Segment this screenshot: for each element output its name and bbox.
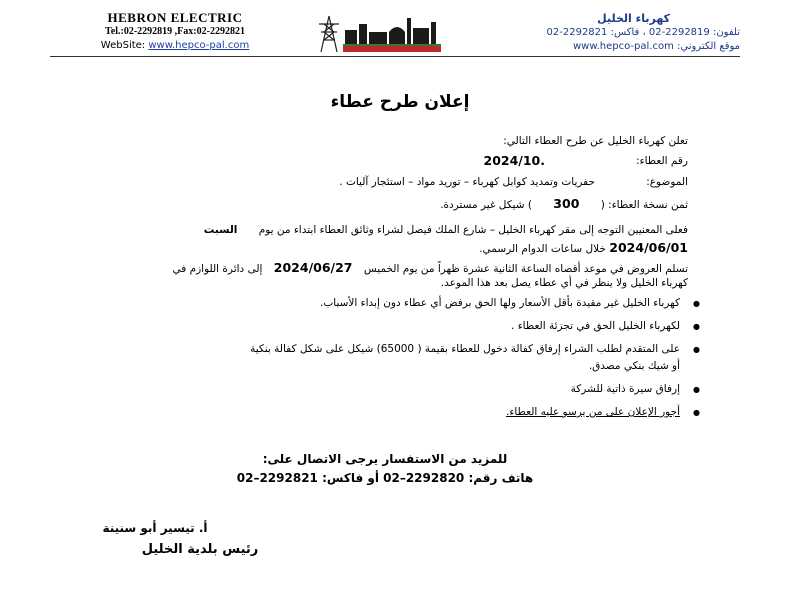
subject-text: حفريات وتمديد كوابل كهرباء – توريد مواد – استئجار آليات .	[339, 176, 595, 188]
header-ar-website: موقع الكتروني: www.hepco-pal.com	[572, 41, 740, 52]
price-value: 300	[553, 196, 580, 211]
subject-label: الموضوع:	[646, 176, 688, 188]
purchase-date: 2024/06/01	[609, 240, 688, 255]
signature-title: رئيس بلدية الخليل	[141, 542, 259, 557]
city-skyline-icon	[345, 18, 436, 44]
header-ar-name: كهرباء الخليل	[597, 12, 670, 25]
page-title: إعلان طرح عطاء	[330, 92, 470, 112]
term-3-continuation: أو شيك بنكي مصدق.	[588, 360, 680, 372]
website-label: WebSite:	[100, 40, 146, 51]
purchase-hours: خلال ساعات الدوام الرسمي.	[479, 243, 606, 255]
terms-list	[60, 295, 702, 427]
list-item: ● كهرباء الخليل غير مقيدة بأقل الأسعار ولها الحق برفض أي عطاء دون إبداء الأسباب.	[60, 295, 680, 312]
intro-text: تعلن كهرباء الخليل عن طرح العطاء التالي:	[503, 135, 688, 147]
price-line	[440, 196, 688, 211]
deadline-text-1: تسلم العروض في موعد أقصاه الساعة الثانية عشرة ظهراً من يوم الخميس	[363, 263, 688, 275]
website-link[interactable]: www.hepco-pal.com	[148, 40, 250, 51]
signature-name: أ. تيسير أبو سنينة	[102, 521, 208, 535]
list-item: ● إرفاق سيرة ذاتية للشركة	[60, 381, 680, 398]
header-en-title: HEBRON ELECTRIC	[107, 10, 243, 25]
deadline-date: 2024/06/27	[273, 260, 353, 275]
deadline-line	[172, 260, 688, 275]
purchase-date-line	[479, 240, 688, 255]
price-label: ثمن نسخة العطاء: (	[600, 199, 688, 211]
tender-number-label: رقم العطاء:	[636, 155, 688, 167]
header-en-tel: Tel.:02-2292819 ,Fax:02-2292821	[105, 26, 245, 37]
list-item: ● لكهرباء الخليل الحق في تجزئة العطاء .	[60, 318, 680, 335]
header-ar-tel: تلفون: 2292819-02 ، فاكس: 2292821-02	[546, 27, 740, 38]
purchase-body: فعلى المعنيين التوجه إلى مقر كهرباء الخليل – شارع الملك فيصل لشراء وثائق العطاء ابتداء من يوم	[258, 224, 688, 236]
deadline-text-3: كهرباء الخليل ولا ينظر في أي عطاء يصل بعد هذا الموعد.	[440, 277, 688, 289]
tender-number: 2024/10.	[483, 153, 545, 168]
header-divider	[50, 56, 740, 57]
deadline-text-2: إلى دائرة اللوازم في	[172, 263, 263, 275]
term-3-text: على المتقدم لطلب الشراء إرفاق كفالة دخول للعطاء بقيمة ( 65000) شيكل على شكل كفالة بنكية	[250, 343, 680, 355]
header-en-website	[50, 40, 300, 51]
company-logo	[315, 12, 445, 54]
price-suffix: ) شيكل غير مستردة.	[440, 199, 532, 211]
contact-line-1: للمزيد من الاستفسار يرجى الاتصال على:	[262, 452, 508, 466]
purchase-day: السبت	[203, 224, 238, 236]
logo-green-stripe	[343, 44, 441, 46]
list-item	[60, 341, 680, 375]
contact-line-2: هاتف رقم: 2292820–02 أو فاكس: 2292821–02	[236, 471, 534, 485]
tower-icon	[319, 16, 339, 52]
purchase-text	[204, 224, 688, 236]
list-item: ● أجور الإعلان على من يرسو عليه العطاء.	[60, 404, 680, 421]
